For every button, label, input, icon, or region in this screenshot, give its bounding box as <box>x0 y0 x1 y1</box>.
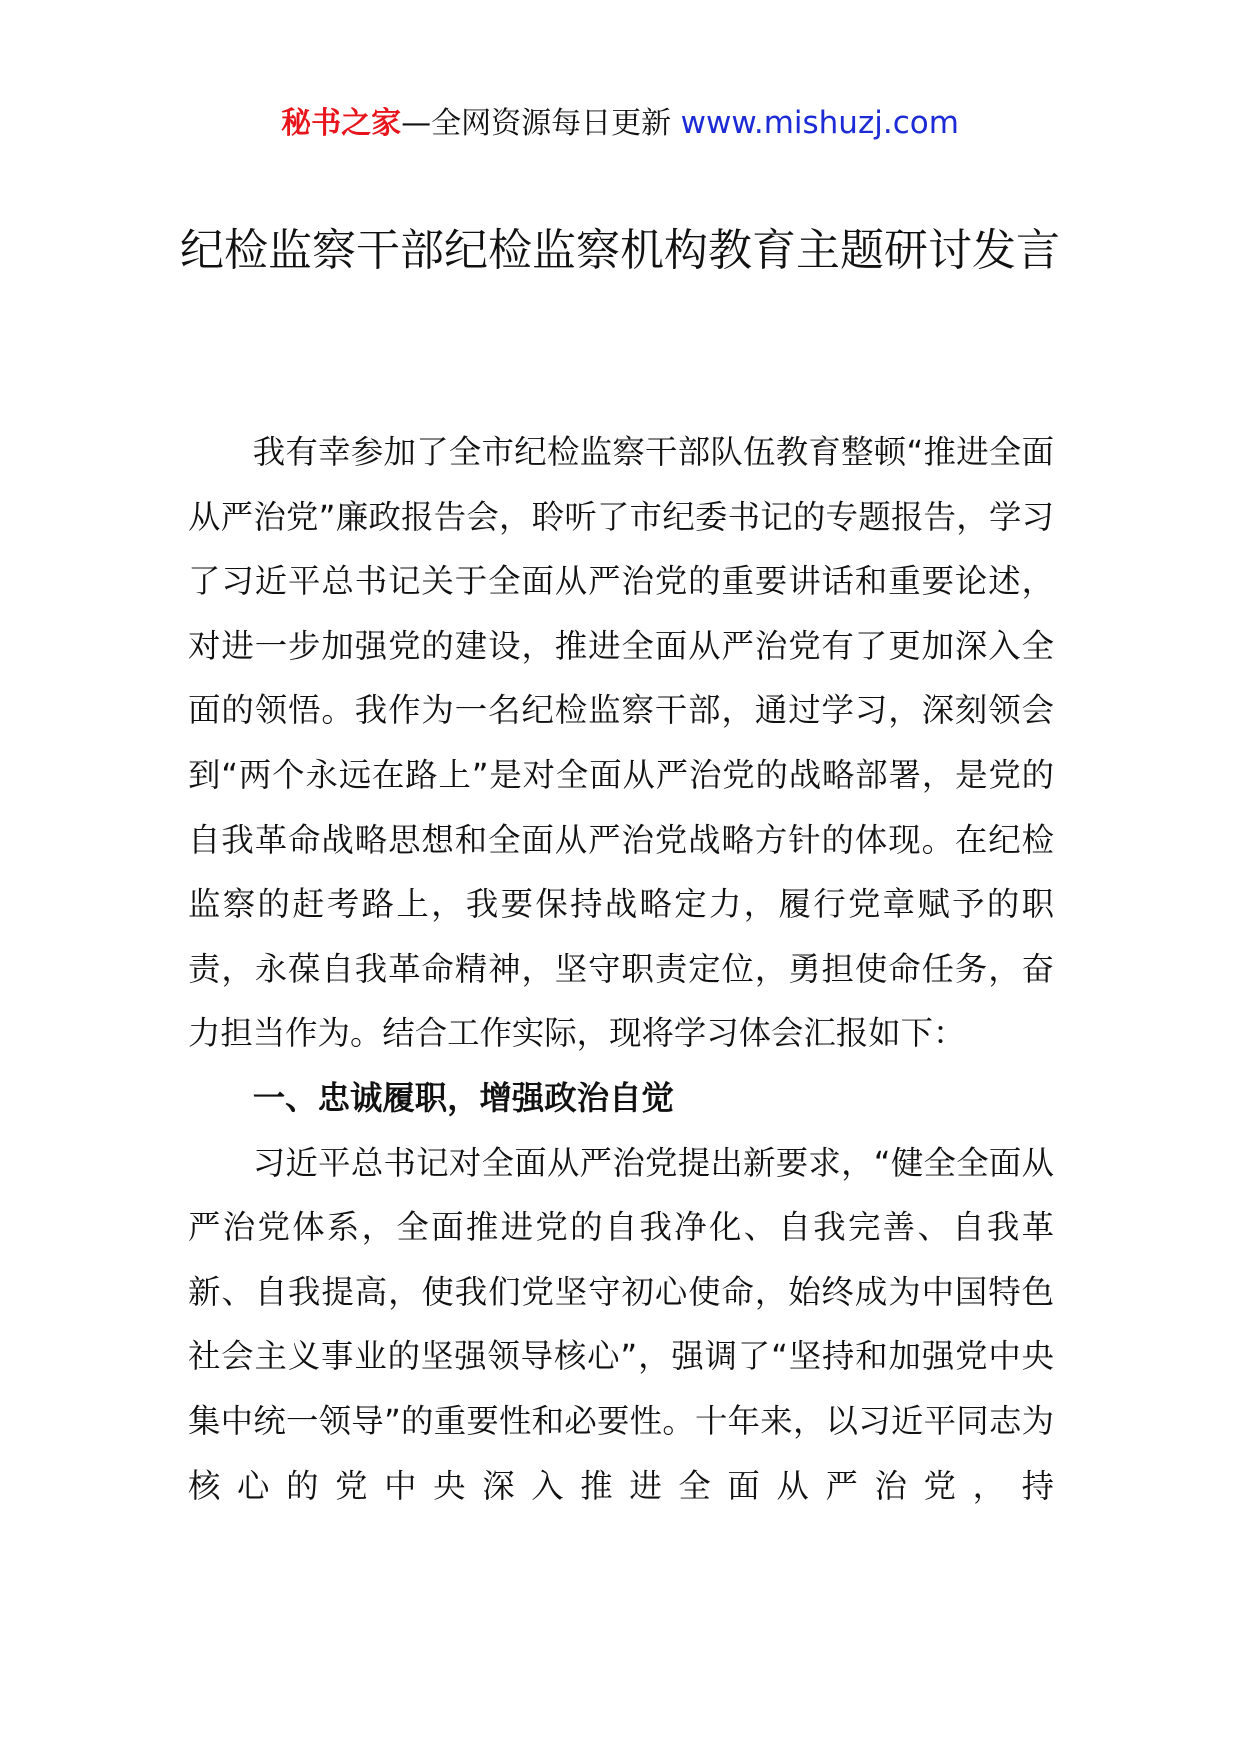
brand-name: 秘书之家 <box>281 106 402 141</box>
page-header <box>0 98 1240 149</box>
header-slogan: —全网资源每日更新 <box>401 106 681 141</box>
website-url[interactable]: www.mishuzj.com <box>680 105 959 141</box>
paragraph-intro: 我有幸参加了全市纪检监察干部队伍教育整顿“推进全面从严治党”廉政报告会，聆听了市纪委书记的专题报告，学习了习近平总书记关于全面从严治党的重要讲话和重要论述，对进一步加强党的建设，推进全面从严治党有了更加深入全面的领悟。我作为一名纪检监察干部，通过学习，深刻领会到“两个永远在路上”是对全面从严治党的战略部署，是党的自我革命战略思想和全面从严治党战略方针的体现。在纪检监察的赶考路上，我要保持战略定力，履行党章赋予的职责，永葆自我革命精神，坚守职责定位，勇担使命任务，奋力担当作为。结合工作实际，现将学习体会汇报如下： <box>188 433 1054 1053</box>
document-title: 纪检监察干部纪检监察机构教育主题研讨发言 <box>180 225 1060 276</box>
paragraph-section-1: 习近平总书记对全面从严治党提出新要求，“健全全面从严治党体系，全面推进党的自我净化、自我完善、自我革新、自我提高，使我们党坚守初心使命，始终成为中国特色社会主义事业的坚强领导核心”，强调了“坚持和加强党中央集中统一领导”的重要性和必要性。十年来，以习近平同志为核心的党中央深入推进全面从严治党，持 <box>188 1143 1054 1505</box>
document-body <box>188 420 1054 1518</box>
section-heading: 一、忠诚履职，增强政治自觉 <box>252 1078 674 1117</box>
